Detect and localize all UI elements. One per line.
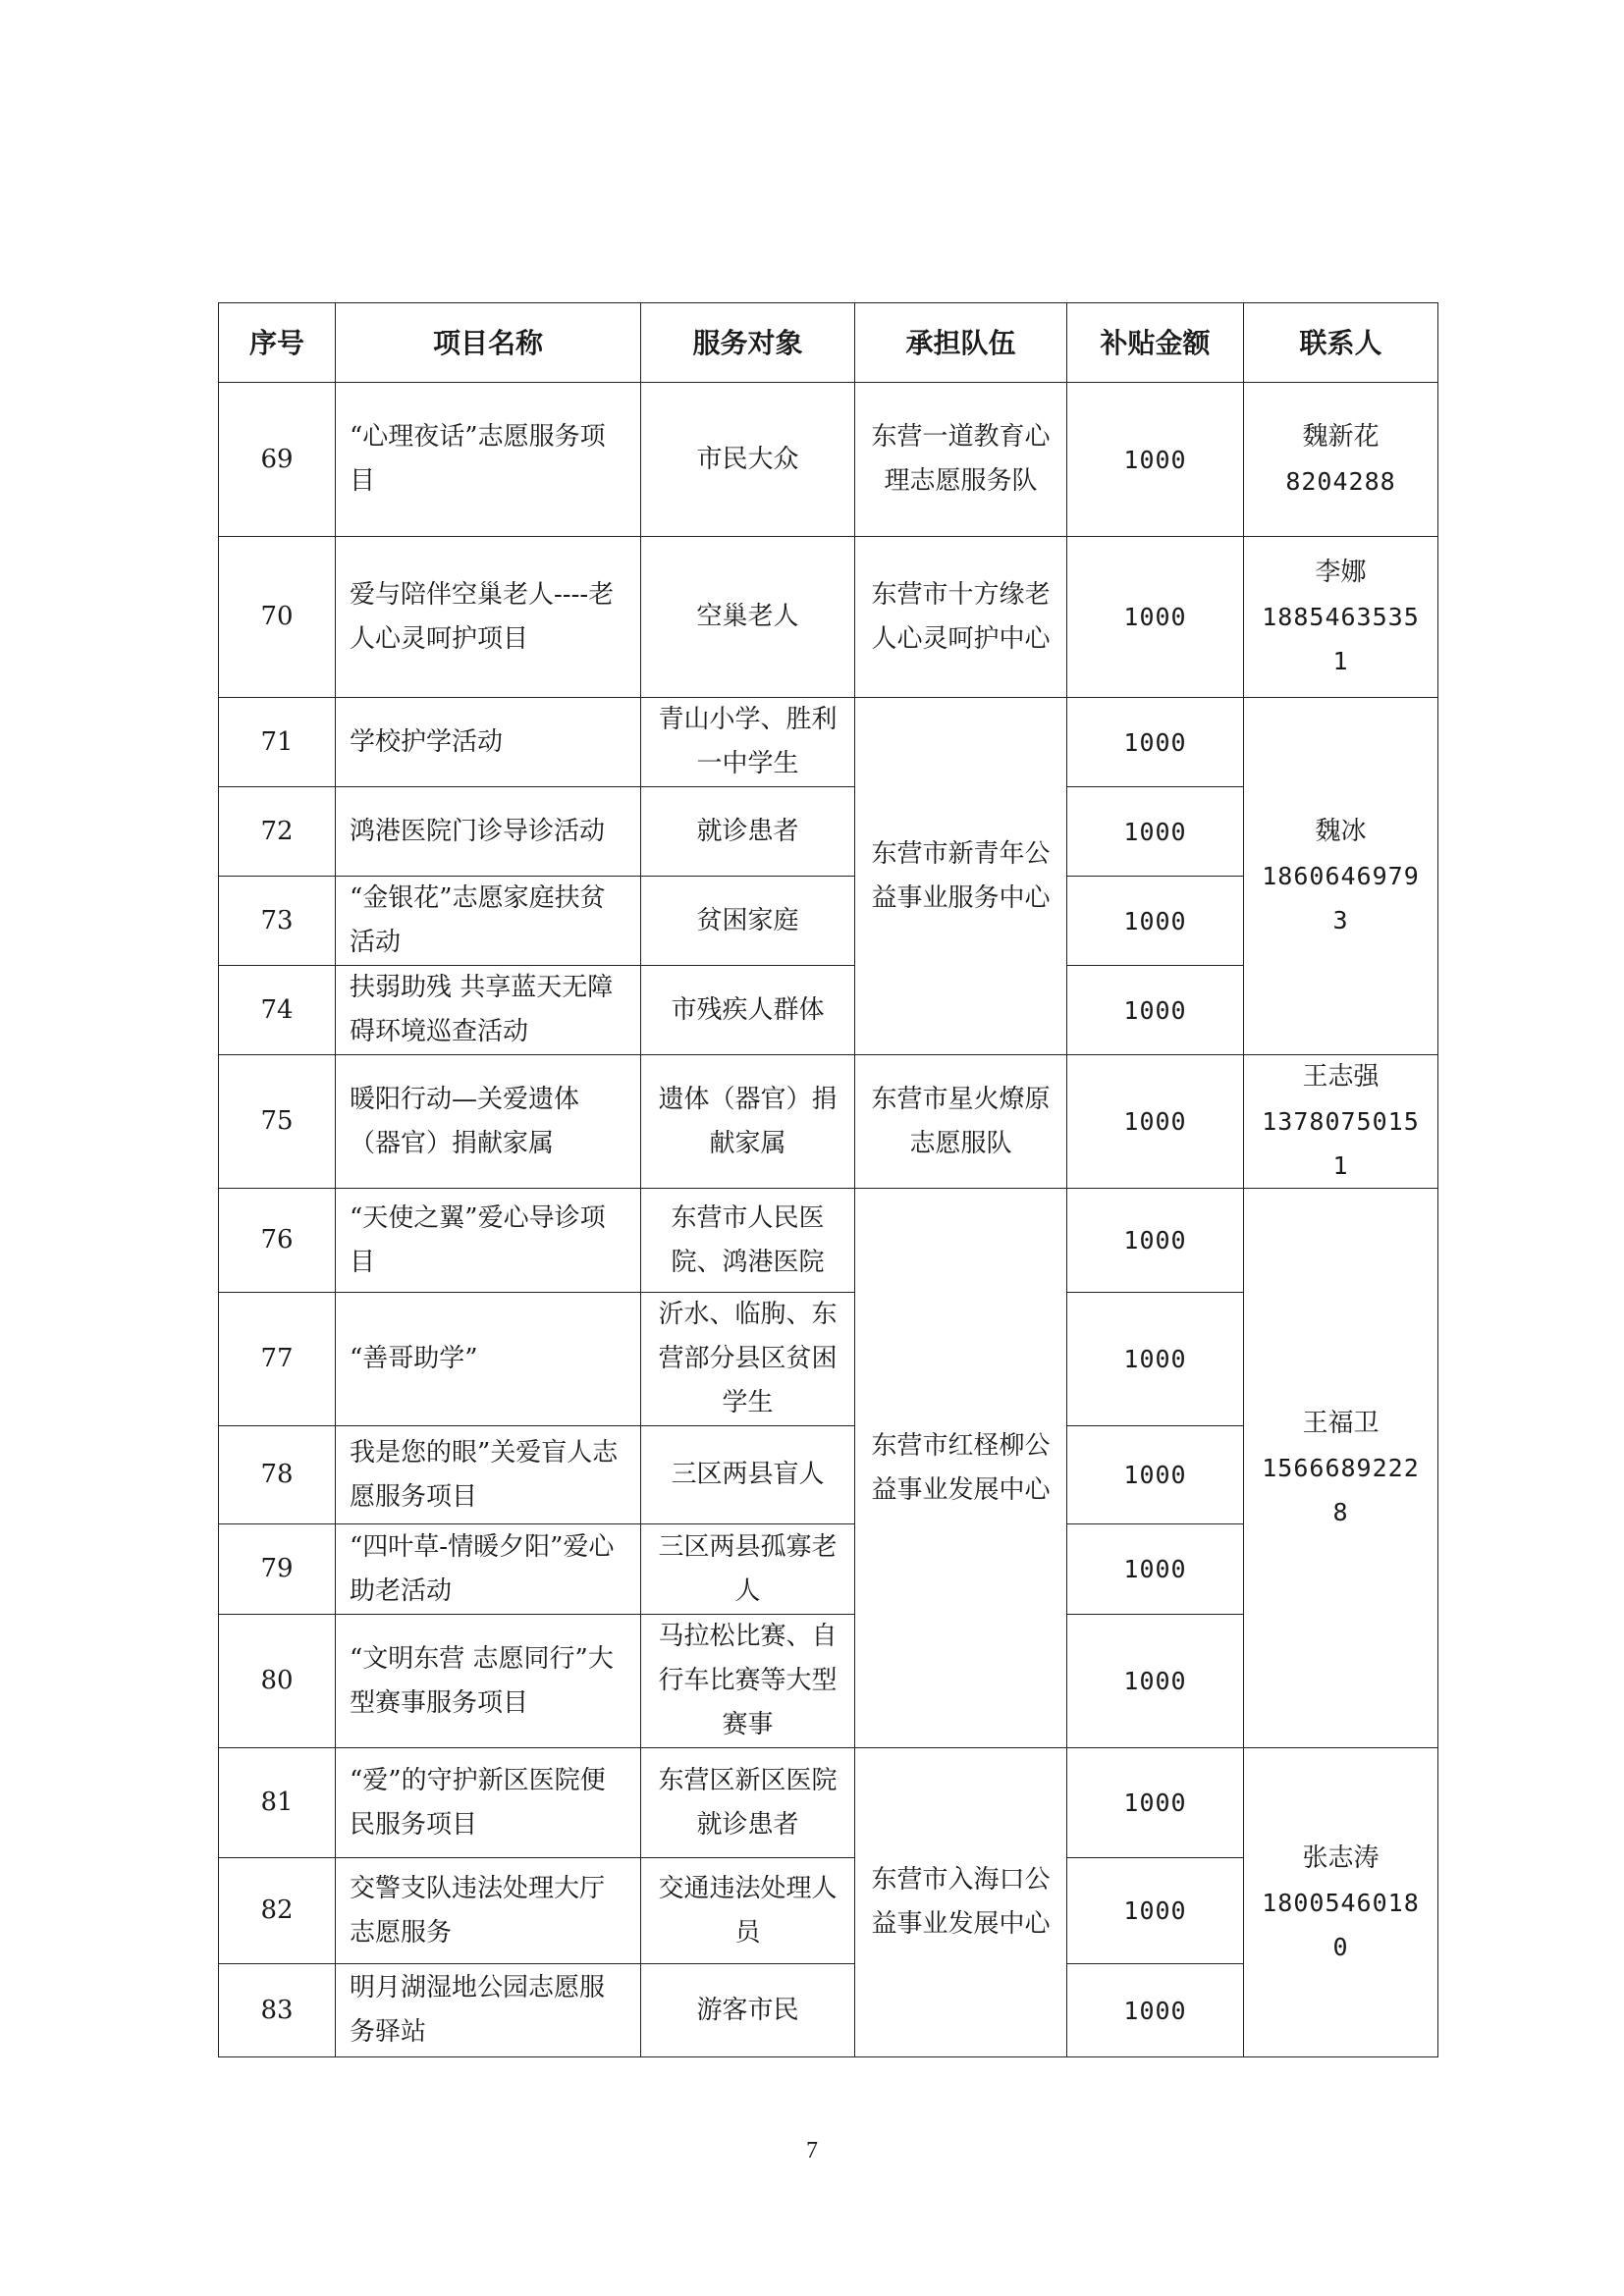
cell-project: “爱”的守护新区医院便民服务项目 <box>336 1748 641 1858</box>
table-row <box>219 537 1438 698</box>
cell-no: 80 <box>219 1615 336 1748</box>
contact-name: 王志强 <box>1302 1062 1380 1092</box>
cell-team-group: 东营市入海口公益事业发展中心 <box>855 1748 1067 2057</box>
cell-target: 东营市人民医院、鸿港医院 <box>641 1189 855 1293</box>
cell-target: 东营区新区医院就诊患者 <box>641 1748 855 1858</box>
cell-contact-group <box>1244 1748 1438 2057</box>
cell-no: 69 <box>219 383 336 537</box>
cell-contact <box>1244 537 1438 698</box>
cell-no: 75 <box>219 1055 336 1189</box>
contact-phone: 8204288 <box>1285 467 1396 496</box>
cell-target: 青山小学、胜利一中学生 <box>641 698 855 787</box>
header-contact: 联系人 <box>1244 303 1438 383</box>
header-amount: 补贴金额 <box>1067 303 1244 383</box>
cell-no: 76 <box>219 1189 336 1293</box>
cell-amount: 1000 <box>1067 966 1244 1055</box>
cell-project: “心理夜话”志愿服务项目 <box>336 383 641 537</box>
contact-phone: 13780750151 <box>1262 1107 1420 1180</box>
header-team: 承担队伍 <box>855 303 1067 383</box>
cell-amount: 1000 <box>1067 1055 1244 1189</box>
cell-project: 明月湖湿地公园志愿服务驿站 <box>336 1964 641 2057</box>
cell-contact-group <box>1244 698 1438 1055</box>
cell-amount: 1000 <box>1067 1293 1244 1426</box>
page-number: 7 <box>806 2138 818 2163</box>
cell-project: “天使之翼”爱心导诊项目 <box>336 1189 641 1293</box>
contact-name: 李娜 <box>1315 558 1367 587</box>
cell-team-group: 东营市红柽柳公益事业发展中心 <box>855 1189 1067 1748</box>
header-no: 序号 <box>219 303 336 383</box>
contact-name: 王福卫 <box>1302 1409 1380 1438</box>
contact-phone: 18005460180 <box>1262 1888 1420 1961</box>
volunteer-project-table <box>218 302 1438 2057</box>
cell-target: 三区两县孤寡老人 <box>641 1524 855 1615</box>
contact-name: 张志涛 <box>1302 1842 1380 1873</box>
cell-project: 鸿港医院门诊导诊活动 <box>336 787 641 877</box>
cell-contact <box>1244 383 1438 537</box>
cell-no: 81 <box>219 1748 336 1858</box>
table-header-row <box>219 303 1438 383</box>
cell-target: 交通违法处理人员 <box>641 1858 855 1964</box>
cell-amount: 1000 <box>1067 1426 1244 1524</box>
cell-amount: 1000 <box>1067 537 1244 698</box>
table-row <box>219 1055 1438 1189</box>
cell-target: 空巢老人 <box>641 537 855 698</box>
cell-target: 马拉松比赛、自行车比赛等大型赛事 <box>641 1615 855 1748</box>
cell-target: 市残疾人群体 <box>641 966 855 1055</box>
header-project: 项目名称 <box>336 303 641 383</box>
cell-target: 遗体（器官）捐献家属 <box>641 1055 855 1189</box>
cell-project: 爱与陪伴空巢老人----老人心灵呵护项目 <box>336 537 641 698</box>
cell-no: 82 <box>219 1858 336 1964</box>
cell-amount: 1000 <box>1067 787 1244 877</box>
table-row <box>219 1189 1438 1293</box>
cell-amount: 1000 <box>1067 877 1244 966</box>
header-target: 服务对象 <box>641 303 855 383</box>
cell-no: 79 <box>219 1524 336 1615</box>
cell-no: 83 <box>219 1964 336 2057</box>
table-row <box>219 698 1438 787</box>
cell-amount: 1000 <box>1067 698 1244 787</box>
cell-no: 78 <box>219 1426 336 1524</box>
cell-amount: 1000 <box>1067 383 1244 537</box>
cell-project: “四叶草-情暖夕阳”爱心助老活动 <box>336 1524 641 1615</box>
cell-target: 三区两县盲人 <box>641 1426 855 1524</box>
cell-team: 东营一道教育心理志愿服务队 <box>855 383 1067 537</box>
cell-no: 73 <box>219 877 336 966</box>
contact-phone: 15666892228 <box>1262 1454 1420 1526</box>
cell-project: “文明东营 志愿同行”大型赛事服务项目 <box>336 1615 641 1748</box>
cell-no: 77 <box>219 1293 336 1426</box>
cell-team-group: 东营市新青年公益事业服务中心 <box>855 698 1067 1055</box>
cell-team: 东营市星火燎原志愿服队 <box>855 1055 1067 1189</box>
cell-team: 东营市十方缘老人心灵呵护中心 <box>855 537 1067 698</box>
cell-no: 74 <box>219 966 336 1055</box>
cell-no: 72 <box>219 787 336 877</box>
cell-target: 沂水、临朐、东营部分县区贫困学生 <box>641 1293 855 1426</box>
cell-amount: 1000 <box>1067 1748 1244 1858</box>
cell-target: 贫困家庭 <box>641 877 855 966</box>
cell-project: “善哥助学” <box>336 1293 641 1426</box>
contact-name: 魏新花 <box>1302 422 1380 452</box>
cell-project: 我是您的眼”关爱盲人志愿服务项目 <box>336 1426 641 1524</box>
cell-no: 70 <box>219 537 336 698</box>
cell-amount: 1000 <box>1067 1615 1244 1748</box>
cell-target: 就诊患者 <box>641 787 855 877</box>
cell-amount: 1000 <box>1067 1964 1244 2057</box>
cell-project: 暖阳行动—关爱遗体（器官）捐献家属 <box>336 1055 641 1189</box>
table-row <box>219 383 1438 537</box>
cell-amount: 1000 <box>1067 1189 1244 1293</box>
cell-amount: 1000 <box>1067 1524 1244 1615</box>
cell-project: 扶弱助残 共享蓝天无障碍环境巡查活动 <box>336 966 641 1055</box>
cell-target: 市民大众 <box>641 383 855 537</box>
contact-name: 魏冰 <box>1315 817 1367 846</box>
contact-phone: 18854635351 <box>1262 603 1420 675</box>
cell-amount: 1000 <box>1067 1858 1244 1964</box>
cell-project: 交警支队违法处理大厅志愿服务 <box>336 1858 641 1964</box>
cell-contact <box>1244 1055 1438 1189</box>
cell-project: “金银花”志愿家庭扶贫活动 <box>336 877 641 966</box>
cell-project: 学校护学活动 <box>336 698 641 787</box>
cell-contact-group <box>1244 1189 1438 1748</box>
table-row <box>219 1748 1438 1858</box>
cell-target: 游客市民 <box>641 1964 855 2057</box>
cell-no: 71 <box>219 698 336 787</box>
contact-phone: 18606469793 <box>1262 862 1420 934</box>
